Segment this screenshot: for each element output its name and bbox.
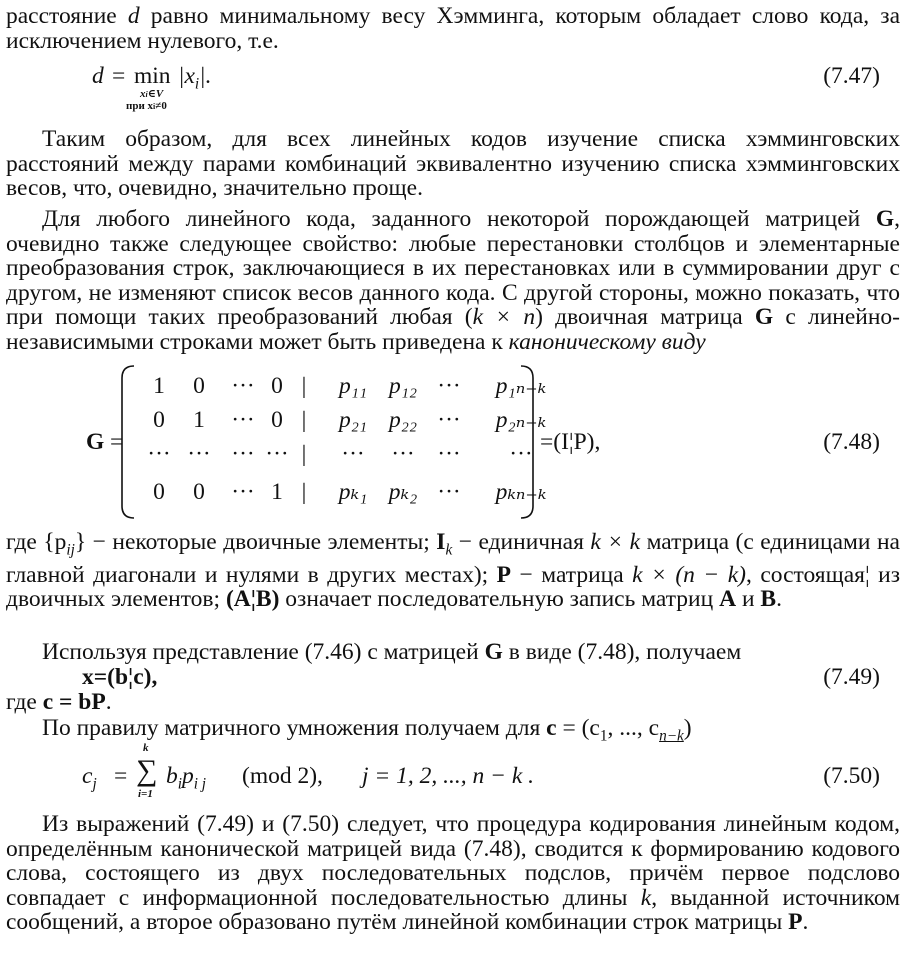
eq747-abs: $|x_i|$. <box>178 63 212 93</box>
matrix-cell: 0 <box>271 373 283 399</box>
matrix-cell: p₂₂ <box>388 407 418 433</box>
eq750-lhs: $c_j$ <box>82 763 97 793</box>
line-c-def: где c = bP. <box>6 689 112 715</box>
eq750-body: $b_ip_{i j}$ <box>166 763 207 793</box>
matrix-cell: | <box>301 373 307 399</box>
paragraph-4-text: где $\{p_{ij}\}$ − некоторые двоичные элементы; $I_k$ − единичная k × k матрица (с единицами на главной диагонали и нулями в других местах); P − матрица k × (n − k), состоящая¦ из двоичных элементов; (A¦B) означает последовательную запись матриц A и B. <box>6 529 900 613</box>
equation-7-47 <box>0 64 906 120</box>
paragraph-6-text: По правилу матричного умножения получаем для $c = (c_1$, ..., $c_{n-k}$) <box>42 715 692 745</box>
paragraph-4 <box>6 530 900 612</box>
sum-lower: i=1 <box>138 788 153 800</box>
paragraph-2-text: Таким образом, для всех линейных кодов изучение списка хэмминговских расстояний между парами комбинаций эквивалентно изучению списка хэмминговских весов, что, очевидно, значительно проще. <box>6 126 900 201</box>
matrix-cell: p₁₂ <box>388 373 418 399</box>
matrix-cell: | <box>301 407 307 433</box>
eq748-rhs: =(I¦P), <box>540 429 601 455</box>
matrix-cell: ··· <box>265 441 289 467</box>
matrix-cell: 0 <box>193 479 205 505</box>
matrix-cell: 0 <box>153 407 165 433</box>
paragraph-2 <box>6 127 900 201</box>
matrix-cell: 0 <box>153 479 165 505</box>
matrix-cell: pₖ₁ <box>338 479 368 505</box>
matrix-cell: 0 <box>271 407 283 433</box>
eq747-cond2: при xi≠0 <box>126 100 167 112</box>
matrix-cell: ··· <box>391 441 415 467</box>
matrix-cell: p₁₁ <box>338 373 368 399</box>
matrix-cell: ··· <box>147 441 171 467</box>
eq749-number: (7.49) <box>823 664 880 690</box>
eq748-equals: = <box>110 429 124 455</box>
paragraph-3-text: Для любого линейного кода, заданного некоторой порождающей матрицей G, очевидно также следующее свойство: любые перестановки столбцов и элементарные преобразования строк, заключающиеся в их перестановках или в суммировании друг с другом, не изменяют список весов данного кода. С другой стороны, можно показать, что при помощи таких преобразований любая (k × n) двоичная матрица G с линейно-независимыми строками может быть приведена к каноническому виду <box>6 206 901 355</box>
eq747-min: min <box>134 63 171 89</box>
matrix-cell: 1 <box>153 373 165 399</box>
paragraph-1-text: расстояние d равно минимальному весу Хэмминга, которым обладает слово кода, за исключением нулевого, т.е. <box>6 3 901 54</box>
matrix-cell: 1 <box>193 407 205 433</box>
eq750-range: j = 1, 2, ..., n − k . <box>362 763 535 789</box>
matrix-cell: | <box>301 441 307 467</box>
matrix-cell: ··· <box>231 479 255 505</box>
equation-7-49 <box>0 665 906 691</box>
matrix-body <box>0 362 906 522</box>
paragraph-3 <box>6 207 900 354</box>
matrix-cell: | <box>301 479 307 505</box>
eq747-cond1: xi∈V <box>140 88 164 100</box>
eq749-expr: x=(b¦c), <box>82 664 158 690</box>
sum-upper: k <box>143 742 149 754</box>
paragraph-7 <box>6 812 900 935</box>
sum-sign: ∑ <box>136 754 158 787</box>
eq750-mod: (mod 2), <box>242 763 323 789</box>
matrix-cell: p₂ₙ₋ₖ <box>495 407 547 433</box>
matrix-cell: ··· <box>437 441 461 467</box>
eq747-equals: = <box>112 63 126 89</box>
matrix-cell: ··· <box>437 407 461 433</box>
matrix-cell: 1 <box>271 479 283 505</box>
equation-7-50 <box>0 742 906 806</box>
matrix-cell: ··· <box>437 479 461 505</box>
matrix-cell: ··· <box>509 441 533 467</box>
matrix-cell: ··· <box>231 407 255 433</box>
paragraph-7-text: Из выражений (7.49) и (7.50) следует, что процедура кодирования линейным кодом, определённым канонической матрицей вида (7.48), сводится к формированию кодового слова, состоящего из двух последовательных подслов, причём первое подслово совпадает с информационной последовательностью длины k, выданной источником сообщений, а второе образовано путём линейной комбинации строк матрицы P. <box>6 811 900 935</box>
eq750-number: (7.50) <box>823 763 880 789</box>
matrix-cell: ··· <box>437 373 461 399</box>
matrix-cell: p₂₁ <box>338 407 368 433</box>
matrix-cell: p₁ₙ₋ₖ <box>495 373 547 399</box>
matrix-cell: pₖ₂ <box>388 479 418 505</box>
eq748-number: (7.48) <box>823 429 880 455</box>
eq748-lhs: G <box>86 429 105 455</box>
matrix-cell: ··· <box>231 441 255 467</box>
matrix-cell: ··· <box>187 441 211 467</box>
matrix-cell: ··· <box>231 373 255 399</box>
matrix-cell: pₖₙ₋ₖ <box>495 479 547 505</box>
paragraph-5-text: Используя представление (7.46) с матрицей G в виде (7.48), получаем <box>42 639 742 665</box>
matrix-cell: ··· <box>341 441 365 467</box>
eq747-lhs: d <box>92 63 104 89</box>
eq747-number: (7.47) <box>823 63 880 89</box>
eq750-equals: = <box>114 763 128 789</box>
matrix-cell: 0 <box>193 373 205 399</box>
paragraph-1 <box>6 4 900 53</box>
equation-7-48 <box>0 362 906 522</box>
paragraph-5 <box>6 640 900 665</box>
